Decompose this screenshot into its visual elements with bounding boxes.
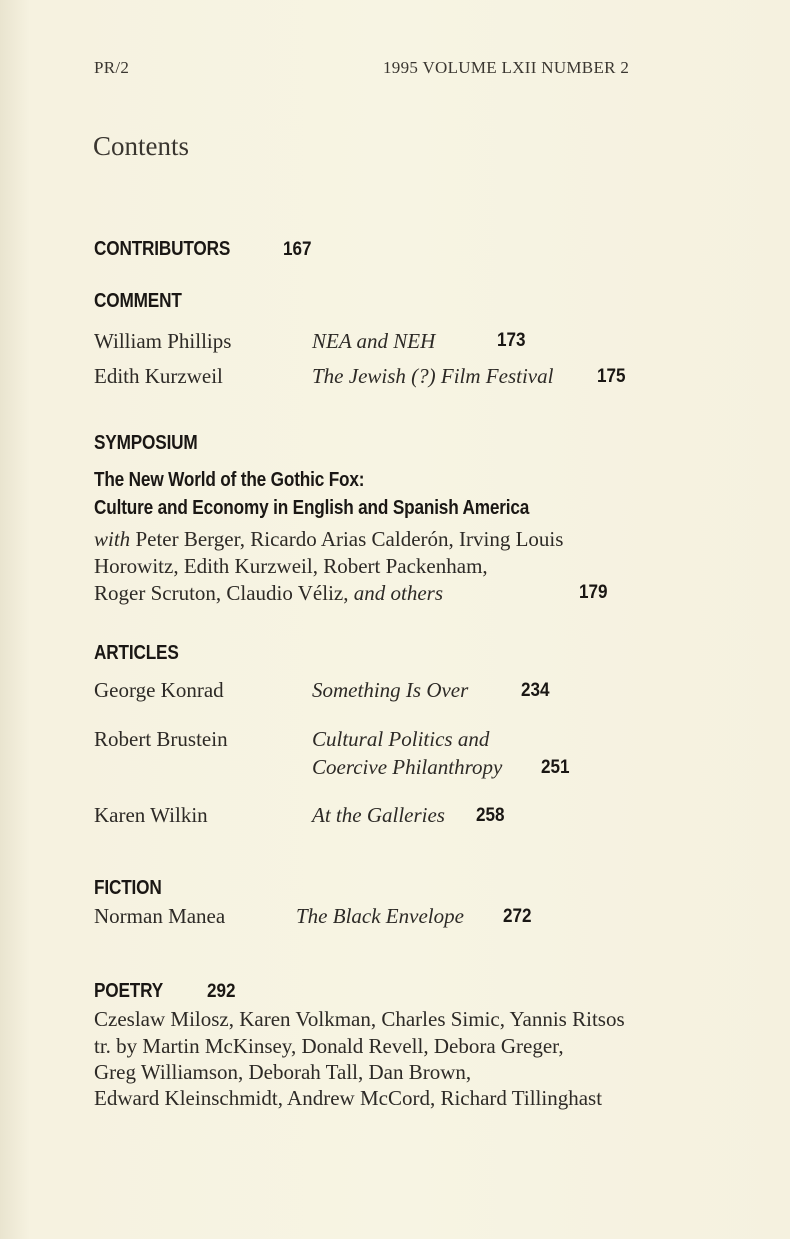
poetry-page: 292 [207, 981, 236, 1002]
article-title-2-line2: Coercive Philanthropy [312, 755, 503, 779]
page-title: Contents [93, 131, 190, 161]
article-title-1: Something Is Over [312, 678, 469, 702]
symposium-heading: SYMPOSIUM [94, 432, 198, 454]
symposium-participants-line2: Horowitz, Edith Kurzweil, Robert Packenham, [94, 554, 488, 578]
poetry-line-1: Czeslaw Milosz, Karen Volkman, Charles Simic, Yannis Ritsos [94, 1007, 625, 1031]
poetry-line-2: tr. by Martin McKinsey, Donald Revell, Debora Greger, [94, 1034, 564, 1058]
comment-heading: COMMENT [94, 290, 182, 312]
running-header-left: PR/2 [94, 58, 130, 77]
article-page-1: 234 [521, 680, 550, 701]
contributors-page: 167 [283, 239, 312, 260]
article-author-2: Robert Brustein [94, 727, 228, 751]
fiction-author: Norman Manea [94, 904, 226, 928]
article-page-2: 251 [541, 757, 570, 778]
running-header-right: 1995 VOLUME LXII NUMBER 2 [383, 58, 630, 77]
comment-author-1: William Phillips [94, 329, 232, 353]
comment-page-2: 175 [597, 366, 626, 387]
article-title-2-line1: Cultural Politics and [312, 727, 490, 751]
poetry-line-4: Edward Kleinschmidt, Andrew McCord, Richard Tillinghast [94, 1086, 603, 1110]
symposium-participants-line1 [94, 527, 563, 552]
fiction-heading: FICTION [94, 877, 162, 899]
comment-page-1: 173 [497, 330, 526, 351]
article-page-3: 258 [476, 805, 505, 826]
comment-title-2: The Jewish (?) Film Festival [312, 364, 554, 388]
contributors-heading: CONTRIBUTORS [94, 238, 231, 260]
article-title-3: At the Galleries [312, 803, 445, 827]
fiction-page: 272 [503, 906, 532, 927]
symposium-title-line1: The New World of the Gothic Fox: [94, 469, 365, 491]
symposium-participants-line3 [94, 581, 443, 606]
with-word: with [94, 527, 131, 551]
poetry-heading: POETRY [94, 980, 164, 1002]
poetry-line-3: Greg Williamson, Deborah Tall, Dan Brown, [94, 1060, 472, 1084]
article-author-1: George Konrad [94, 678, 224, 702]
participants-text-1: Peter Berger, Ricardo Arias Calderón, Irving Louis [135, 527, 564, 551]
participants-text-3: Roger Scruton, Claudio Véliz, [94, 581, 349, 605]
and-others: and others [353, 581, 443, 605]
comment-title-1: NEA and NEH [312, 329, 436, 353]
comment-author-2: Edith Kurzweil [94, 364, 223, 388]
fiction-title: The Black Envelope [296, 904, 464, 928]
articles-heading: ARTICLES [94, 642, 179, 664]
article-author-3: Karen Wilkin [94, 803, 208, 827]
symposium-title-line2: Culture and Economy in English and Spanish America [94, 497, 530, 519]
symposium-page: 179 [579, 582, 608, 603]
